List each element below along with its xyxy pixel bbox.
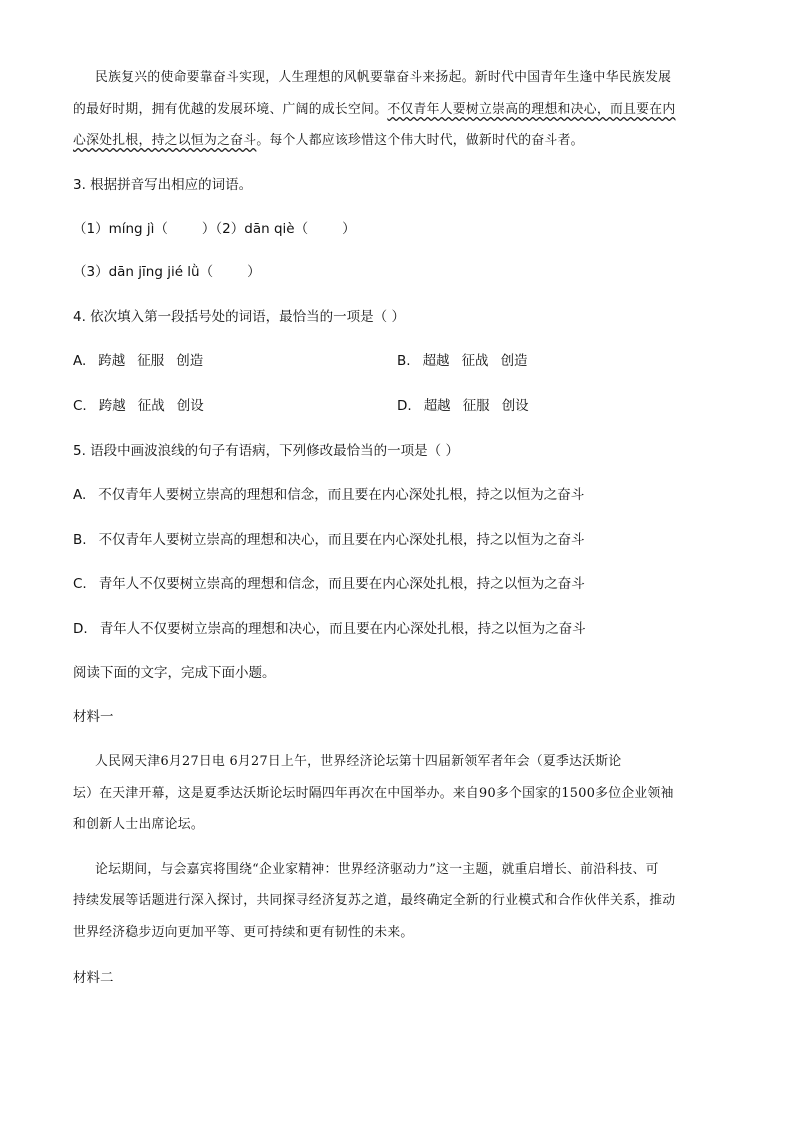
q4-option-c[interactable] [73,396,204,416]
q4-option-c-word3: 创设 [176,398,204,414]
q5-option-c-text: 青年人不仅要树立崇高的理想和信念，而且要在内心深处扎根，持之以恒为之奋斗 [98,576,585,592]
q4-option-d[interactable] [397,396,529,416]
q4-option-b-letter: B. [397,353,411,369]
q5-option-b[interactable] [73,530,585,550]
q4-option-a[interactable] [73,351,203,371]
q3-item3-suffix: ） [247,264,261,280]
passage1-line2 [73,100,675,120]
q5-option-b-letter: B. [73,532,87,548]
passage1-line3-wavy: 心深处扎根，持之以恒为之奋斗 [73,133,257,148]
material1-p1-line1: 人民网天津6月27日电 6月27日上午，世界经济论坛第十四届新领军者年会（夏季达沃斯论 [95,754,622,769]
q3-item2-suffix: ） [342,221,356,237]
q4-option-c-word1: 跨越 [98,398,126,414]
q5-option-c[interactable] [73,574,585,594]
q4-stem: 4. 依次填入第一段括号处的词语，最恰当的一项是（ ） [73,309,405,325]
q4-option-d-letter: D. [397,398,412,414]
passage1-line2-plain: 的最好时期，拥有优越的发展环境、广阔的成长空间。 [73,102,388,117]
q4-option-a-word1: 跨越 [98,353,126,369]
q3-items-row1 [73,219,356,239]
material2-heading: 材料二 [73,970,114,986]
passage1-line1: 民族复兴的使命要靠奋斗实现，人生理想的风帆要靠奋斗来扬起。新时代中国青年生逢中华民族发展 [95,70,672,85]
q4-option-b[interactable] [397,351,528,371]
q3-items-row2 [73,262,261,282]
q3-item1-prefix: （1）míng jì（ [73,221,168,237]
material1-p1-line2: 坛）在天津开幕，这是夏季达沃斯论坛时隔四年再次在中国举办。来自90多个国家的1500多位企业领袖 [73,786,674,801]
q4-option-d-word2: 征服 [462,398,490,414]
q4-option-b-word1: 超越 [422,353,450,369]
passage1-line3-plain: 。每个人都应该珍惜这个伟大时代，做新时代的奋斗者。 [256,133,584,148]
q5-option-d-letter: D. [73,621,88,637]
q5-option-a-letter: A. [73,487,87,503]
q3-stem: 3. 根据拼音写出相应的词语。 [73,177,253,193]
q3-item3-prefix: （3）dān jīng jié lǜ（ [73,264,214,280]
q4-option-a-letter: A. [73,353,87,369]
material1-p2-line1: 论坛期间，与会嘉宾将围绕“企业家精神：世界经济驱动力”这一主题，就重启增长、前沿科技、可 [95,862,659,877]
q4-option-c-word2: 征战 [137,398,165,414]
q5-option-d[interactable] [73,619,586,639]
q4-option-a-word3: 创造 [176,353,204,369]
q4-option-c-letter: C. [73,398,87,414]
q3-item1-suffix: ） [201,221,216,237]
material1-p2-line3: 世界经济稳步迈向更加平等、更可持续和更有韧性的未来。 [73,925,414,940]
q4-option-b-word2: 征战 [461,353,489,369]
q4-option-a-word2: 征服 [137,353,165,369]
q4-option-b-word3: 创造 [500,353,528,369]
q5-option-a-text: 不仅青年人要树立崇高的理想和信念，而且要在内心深处扎根，持之以恒为之奋斗 [98,487,585,503]
material1-heading: 材料一 [73,709,114,725]
q5-option-b-text: 不仅青年人要树立崇高的理想和决心，而且要在内心深处扎根，持之以恒为之奋斗 [98,532,585,548]
passage1-line2-wavy: 不仅青年人要树立崇高的理想和决心，而且要在内 [387,102,676,117]
material1-p2-line2: 持续发展等话题进行深入探讨，共同探寻经济复苏之道，最终确定全新的行业模式和合作伙伴关系，推动 [73,893,676,908]
q4-option-d-word3: 创设 [501,398,529,414]
q3-item2-prefix: （2）dān qiè（ [215,221,309,237]
reading-intro: 阅读下面的文字，完成下面小题。 [73,665,276,681]
q5-option-c-letter: C. [73,576,87,592]
q4-option-d-word1: 超越 [423,398,451,414]
q5-option-a[interactable] [73,485,584,505]
passage1-line3 [73,131,584,151]
material1-p1-line3: 和创新人士出席论坛。 [73,817,204,832]
q5-option-d-text: 青年人不仅要树立崇高的理想和决心，而且要在内心深处扎根，持之以恒为之奋斗 [99,621,586,637]
q5-stem: 5. 语段中画波浪线的句子有语病，下列修改最恰当的一项是（ ） [73,443,459,459]
